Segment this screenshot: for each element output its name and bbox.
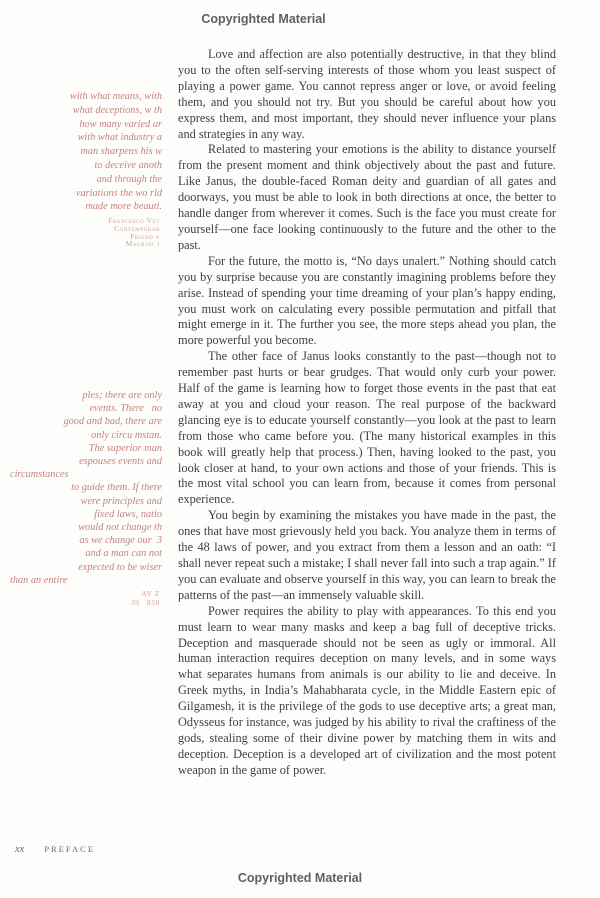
margin-attribution-vettori: [10, 217, 160, 248]
margin-quote-line: than an entire: [10, 574, 68, 586]
margin-attribution-line: Contemporar: [113, 223, 160, 233]
page-number: xx: [15, 844, 25, 855]
page-footer: [15, 839, 95, 857]
margin-attribution-line: Francesco Vet: [108, 216, 160, 225]
margin-quote-line: expected to be wiser: [78, 561, 162, 573]
margin-quote-line: and a man can not: [85, 548, 162, 560]
margin-attribution-line: AV Z: [141, 589, 160, 598]
section-title: PREFACE: [44, 844, 96, 854]
margin-quote-line: and through the: [96, 173, 162, 185]
margin-quote-line: fixed laws, natio: [94, 508, 162, 520]
margin-quote-line: The superior man: [88, 442, 162, 454]
margin-quote-line: espouses events and: [79, 456, 162, 468]
margin-quote-line: good and bad, there are: [63, 416, 162, 428]
margin-attribution-events: [10, 589, 160, 607]
margin-attribution-line: Machiav i: [125, 239, 160, 249]
body-paragraph: Love and affection are also potentially destructive, in that they blind you to the often self-serving interests of those whom you least suspect of playing a power game. You cannot repress anger or love, or avoid feeling them, and you should not try. But you should be careful about how you express them, and most important, they should never influence your plans and strategies in any way.: [178, 47, 556, 141]
margin-quote-line: to deceive anoth: [94, 159, 162, 171]
body-paragraph: You begin by examining the mistakes you have made in the past, the ones that have most grievously held you back. You analyze them in terms of the 48 laws of power, and you extract from them a lesson and an oath: “I shall never repeat such a mistake; I shall never fall into such a trap again.” If you can evaluate and observe yourself in this way, you can learn to break the patterns of the past—an immensely valuable skill.: [178, 508, 556, 602]
margin-quote-line: man sharpens his w: [80, 146, 162, 158]
copyright-banner-top: Copyrighted Material: [201, 12, 326, 26]
body-text-column: [178, 47, 556, 779]
margin-quote-line: as we change our 3: [79, 535, 162, 547]
body-paragraph: For the future, the motto is, “No days unalert.” Nothing should catch you by surprise because you are constantly imagining problems before they arise. Instead of spending your time dreaming of your plan’s happy ending, you must work on calculating every possible permutation and pitfall that might emerge in it. The further you see, the more steps ahead you plan, the more powerful you become.: [178, 253, 556, 348]
margin-quote-line: would not change th: [78, 522, 162, 534]
margin-quote-line: only circu mstan.: [91, 429, 162, 441]
margin-quote-line: what deceptions, w th: [72, 104, 162, 116]
margin-quote-line: to guide them. If there: [71, 482, 162, 494]
margin-quote-line: circumstances: [10, 469, 69, 481]
margin-quote-line: how many varied ar: [79, 118, 162, 130]
margin-quote-line: made more beauti.: [85, 201, 162, 213]
body-paragraph: Related to mastering your emotions is the ability to distance yourself from the present moment and think objectively about the past and future. Like Janus, the double-faced Roman deity and guardian of all gates and doorways, you must be able to look in both directions at once, the better to handle danger from wherever it comes. Such is the face you must create for yourself—one face looking continuously to the future and the other to the past.: [178, 142, 556, 252]
margin-quote-line: variations the wo rld: [75, 187, 162, 199]
copyright-banner-bottom: Copyrighted Material: [237, 871, 363, 885]
margin-quote-events: [10, 389, 162, 587]
margin-quote-line: ples; there are only: [82, 390, 162, 401]
margin-quote-vettori: [10, 90, 162, 214]
margin-quote-line: events. There no: [89, 403, 162, 415]
body-paragraph: The other face of Janus looks constantly to the past—though not to remember past hurts or bear grudges. That would only curb your power. Half of the game is learning how to forget those events in the past that eat away at you and cloud your reason. The real purpose of the backward glancing eye is to educate yourself constantly—you look at the past to learn from those who came before you. (The many historical examples in this book will greatly help that process.) Then, having looked to the past, you look closer at hand, to your own actions and those of your friends. This is the most vital school you can learn from, because it comes from personal experience.: [178, 349, 556, 507]
margin-attribution-line: Friend o: [130, 231, 160, 241]
body-paragraph: Power requires the ability to play with appearances. To this end you must learn to wear many masks and keep a bag full of deceptive tricks. Deception and masquerade should not be seen as ugly or immoral. All human interaction requires deception on many levels, and in some ways what separates humans from animals is our ability to lie and deceive. In Greek myths, in India’s Mahabharata cycle, in the Middle Eastern epic of Gilgamesh, it is the privilege of the gods to use deceptive arts; a great man, Odysseus for instance, was judged by his ability to rival the craftiness of the gods, stealing some of their divine power by matching them in wits and deception. Deception is a developed art of civilization and the most potent weapon in the game of power.: [178, 603, 556, 777]
margin-quote-line: with what industry a: [77, 132, 162, 144]
margin-quote-line: with what means, with: [69, 91, 162, 102]
margin-quote-line: were principles and: [80, 495, 162, 507]
margin-attribution-line: 39 850: [130, 598, 160, 607]
